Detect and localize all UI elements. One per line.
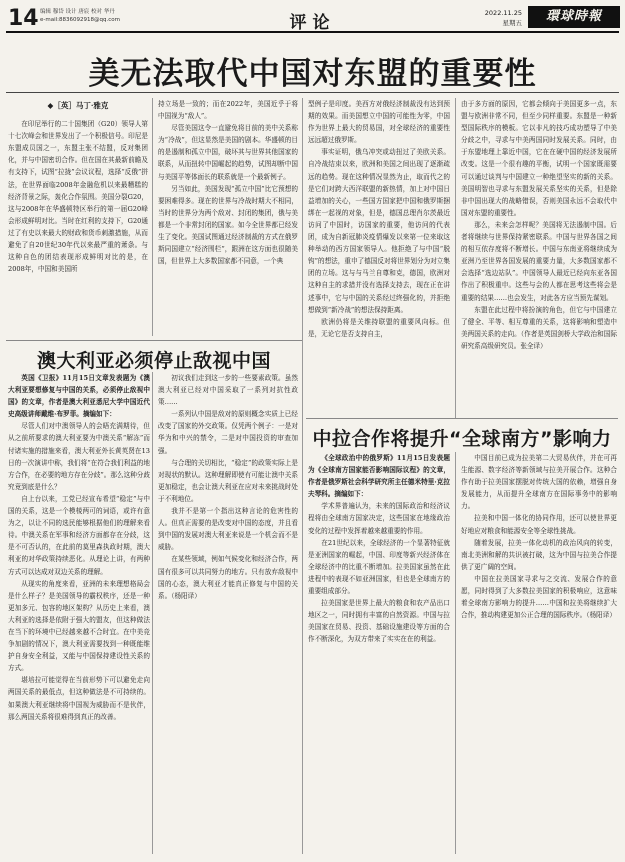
column-divider [152,98,153,336]
main-paragraph: 那么，未来会怎样呢？美国将无法遏制中国。后者将继续与世界保持紧密联系。中国与世界各国之间的相互依存度将不断增长。中国与东南亚将继续成为亚洲乃至世界各国发展的重要力量，大多数国家都不会选择“选边站队”。中国领导人最近已经向东亚各国作出了积极重申。这些与会的人都在思考这些将会是重要的结果……也会发生，对此各方应当预先谋划。 [461,220,617,302]
newspaper-logo: 環球時報 [528,6,620,28]
column-divider [455,98,456,418]
article-divider [6,340,302,341]
section-title: 评论 [289,13,336,33]
latam-paragraph: 拉美和中国一体化的协同作用，还可以使世界更好地应对粮食和能源安全等全球性挑战。 [461,514,617,535]
latam-paragraph: 拉美国家是世界上最大的粮食和农产品出口地区之一，同时拥有丰富的自然资源。中国与拉美国家在贸易、投资、基础设施建设等方面的合作不断深化，为双方带来了实实在在的利益。 [308,599,450,644]
australia-col-1 [8,372,150,854]
australia-paragraph: 堪培拉可能觉得在当前形势下可以避免走向两国关系的最低点，但这种做法是不可持续的。如果澳大利亚继续将中国视为威胁而不是伙伴，那么两国关系将很难得到真正的改善。 [8,676,150,721]
main-col-2 [158,98,298,336]
australia-lead: 英国《卫报》11月15日文章发表题为《澳大利亚要想修复与中国的关系，必须停止敌视中国》的文章，作者是澳大利亚悉尼大学中国近代史高级讲师戴维·布罗菲。摘编如下： [8,374,150,419]
column-divider [455,452,456,854]
latam-lead: 《全球政治中的俄罗斯》11月15日发表题为《全球南方国家能否影响国际议程》的文章，作者是俄罗斯社会科学研究所主任德米特里·克拉夫琴科。摘编如下： [308,454,450,499]
latam-paragraph: 随着发展，拉美一体化动机的政治风向的转变，南北美洲和解的共识被打破，这为中国与拉美合作提供了更广阔的空间。 [461,538,617,571]
australia-col-2 [158,372,298,854]
australia-paragraph: 从现实的角度来看，亚洲的未来理想格局会是什么样子？是美国领导的霸权秩序，还是一种更加多元、包容的地区架构？从历史上来看，澳大利亚的选择是依附于强大的盟友，但这种做法在当下的环境中已经越来越不合时宜。在中美竞争加剧的情况下，澳大利亚需要找到一种既能维护自身安全利益，又能与中国保持建设性关系的方式。 [8,579,150,673]
main-col-4 [461,98,617,416]
main-paragraph: 在印尼举行的二十国集团（G20）领导人第十七次峰会和世界发出了一个积极信号。印尼是东盟成员国之一，东盟主张不结盟，反对集团化，并与中国密切合作。但在国在其最新前瞻及有支持下，试图“拉拢”会议议程，选择“反俄”拼法，在世界面临2008年金融危机以来最糟糕的经济背景之际，轰化合作氛围。美国分裂G20，这与2008年在华盛顿特区举行的第一届G20峰会形成鲜明对比。当时在红利的支持下，G20通过了有史以来最大的财政和货币刺激措施，从而避免了自20世纪30年代以来最严重的萧条。与这种自色的团结表现形成鲜明对比的是，在2008年，中国和美国所 [8,120,148,274]
editors-line: 编辑 穆岱 设计 唐宸 校对 华丹 [40,9,115,15]
date-value: 2022.11.25 [484,9,522,17]
headline-rule [6,92,619,93]
main-author: ◆［英］马丁·雅克 [47,101,109,110]
column-divider [152,372,153,854]
issue-date [462,8,522,28]
editors-email: e-mail:8836092918@qq.com [40,17,120,23]
column-divider [302,98,303,418]
latam-paragraph: 中国目前已成为拉美第二大贸易伙伴，并在可再生能源、数字经济等新领域与拉美开展合作。这种合作有助于拉美国家摆脱对传统大国的依赖，增强自身发展能力，从而提升全球南方在国际事务中的影响力。 [461,454,617,511]
latam-headline: 中拉合作将提升“全球南方”影响力 [312,428,612,450]
main-paragraph: 东盟在此过程中将扮演的角色，但它与中国建立了健全、平等、相互尊重的关系，这将影响和塑造中美两国关系的走向。（作者是英国剑桥大学政治和国际研究系高级研究员。张全译） [461,305,617,350]
australia-headline: 澳大利亚必须停止敌视中国 [36,350,271,372]
column-divider [302,418,303,854]
article-divider [306,418,618,419]
main-paragraph: 型例子是印度。美西方对俄经济制裁没有达到预期的效果。而美国想立中国的可能性为零，中国作为世界上最大的贸易国，对全球经济的重要性远远超过俄罗斯。 [308,100,450,145]
main-paragraph: 另当如此，美国发现“孤立中国”比它预想的要困难得多。现在的世界与冷战时期大不相同，当时的世界分为两个敌对、封闭的集团，俄与美都是一个非常封闭的国家。如今全世界都已经发生了变化。美国试图通过经济制裁的方式在俄罗斯同国建立“经济围栏”，跟洲在这方面也很随美国，但世界上大多数国家都不同意，一个典 [158,184,298,266]
latam-col-2 [461,452,617,854]
australia-paragraph: 与合理的关切相比，“稳定”的政策实际上是对现状的默认。这种理解即使有可能让澳中关系更加稳定，也会让澳大利亚在应对未来挑战时处于不利地位。 [158,458,298,503]
australia-paragraph: 一系列认中国是敌对的原则概念实质上已经改变了国家的外交政策。仅凭两个例子：一是对华为和中兴的禁令，二是对中国投资的审查加强。 [158,410,298,455]
main-paragraph: 由于多方面的原因，它都会倾向于美国更多一点，东盟与欧洲非常不同，但至少同样重要。东盟是一种新型国际秩序的模板。它以非凡的技巧成功塑导了中美分歧之中，寻求与中美两国同时发展关系。同时，由于东盟地理上靠近中国，它在在硬中国的经济发展所改变。这是一个很有趣的平衡，试明一个国家既需要可以通过谈判与中国建立一种绝望坚实的新的关系。美国明智也寻求与东盟发展关系坚实的关系，但是除非中国出现大的战略错误，否则美国永远不会取代中国对东盟的重要性。 [461,100,617,217]
latam-col-1 [308,452,450,854]
australia-paragraph: 在某些领域，例如气候变化和经济合作，两国有很多可以共同努力的地方。只有放弃敌视中国的心态，澳大利亚才能真正修复与中国的关系。（杨阳译） [158,555,298,600]
main-paragraph: 持立场是一致的；而在2022年，美国近乎于将中国视为“敌人”。 [158,100,298,121]
australia-paragraph: 初议我们走到这一步的一些要素政策。虽然澳大利亚已经对中国采取了一系列对抗性政策…… [158,374,298,407]
australia-paragraph: 我并不是第一个指出这种言论的危害性的人。但真正需要的是改变对中国的态度，并且看到中国的发展对澳大利亚来说是一个机会而不是威胁。 [158,507,298,552]
australia-paragraph: 尽管人们对中澳领导人的会晤充满期待，但从之前所要求的澳大利亚要为中澳关系“解冻”而付诸实施的措施来看，澳大利亚外长黄英贤在13日的一次演讲中称，我们将“在符合我们利益的地方合作，在必要的地方存在分歧”。那么这种分歧究竟到底是什么？ [8,422,150,491]
masthead-rule [6,31,619,33]
main-paragraph: 事实证明，俄乌冲突或动扭过了美欧关系。自冷战结束以来，欧洲和美国之间出现了逐渐疏远的趋势。现在这种情况显然为止，取而代之的是它们对跨大西洋联盟的新热情，加上对中国日益增加的关心，一些国方国家把中国和俄罗斯捆绑在一起视的对象，但是，德国总理肖尔茨最近访问了中国时，访国家的重要，他访问的代表团，成为自新冠肺炎疫情爆发以来第一位来取这种举动的西方国家领导人。他拒绝了与中国“脱钩”的想法，重申了德国反对将世界划分为对立集团的立场。这与与马兰自尊和克，德国，欧洲对这种自主的求措并没有选择支持去，现在正在讲述事中，它与中国的关系经过终强化的，并拒绝想做到“新冷战”的想法保持距离。 [308,148,450,314]
main-col-3 [308,98,450,416]
main-paragraph: 欧洲仍将是关维持联盟的重要风向标。但是，无论它是否支持自主， [308,317,450,338]
weekday-value: 星期五 [502,19,522,27]
latam-paragraph: 在21世纪以来，全球经济的一个显著特征就是亚洲国家的崛起，中国、印度等新兴经济体在全球经济中的比重不断增加。拉美国家虽然在此进程中的表现不如亚洲国家，但也是全球南方的重要组成部分。 [308,538,450,596]
main-col-1 [8,98,148,336]
page-number: 14 [8,6,39,31]
latam-paragraph: 学术界普遍认为，未来的国际政治和经济议程将由全球南方国家决定，这些国家在地缘政治变化的过程中发挥着越来越重要的作用。 [308,502,450,535]
australia-paragraph: 自上台以来，工党已经宣布希望“稳定”与中国的关系，这是一个模棱两可的词语，或许有意为之，以让不同的选民能够根据他们的理解来看待。中澳关系在军事和经济方面都存在分歧，这是不可否认的，在此前的莫里森执政时期，澳大利亚的对华政策持续恶化。从理论上讲，有两种方式可以达成对双边关系的理解。 [8,494,150,576]
latam-paragraph: 中国在拉美国家寻求与之交流、发展合作的意愿，同时得到了大多数拉美国家的积极响应，这意味着全球南方影响力的提升……中国和拉美将继续扩大合作，推动构建更加公正合理的国际秩序。（杨阳译） [461,574,617,620]
main-headline: 美无法取代中国对东盟的重要性 [88,56,537,92]
main-paragraph: 尽管美国这令一直避免将目前的美中关系称为“冷战”，但这显然是美国的剧本。华盛顿的目的是遏制和孤立中国，破坏其与世界其他国家的联系，从而扭转中国崛起的趋势，试图却断中国与美国平等体面长的联系就是一个最新例子。 [158,124,298,181]
